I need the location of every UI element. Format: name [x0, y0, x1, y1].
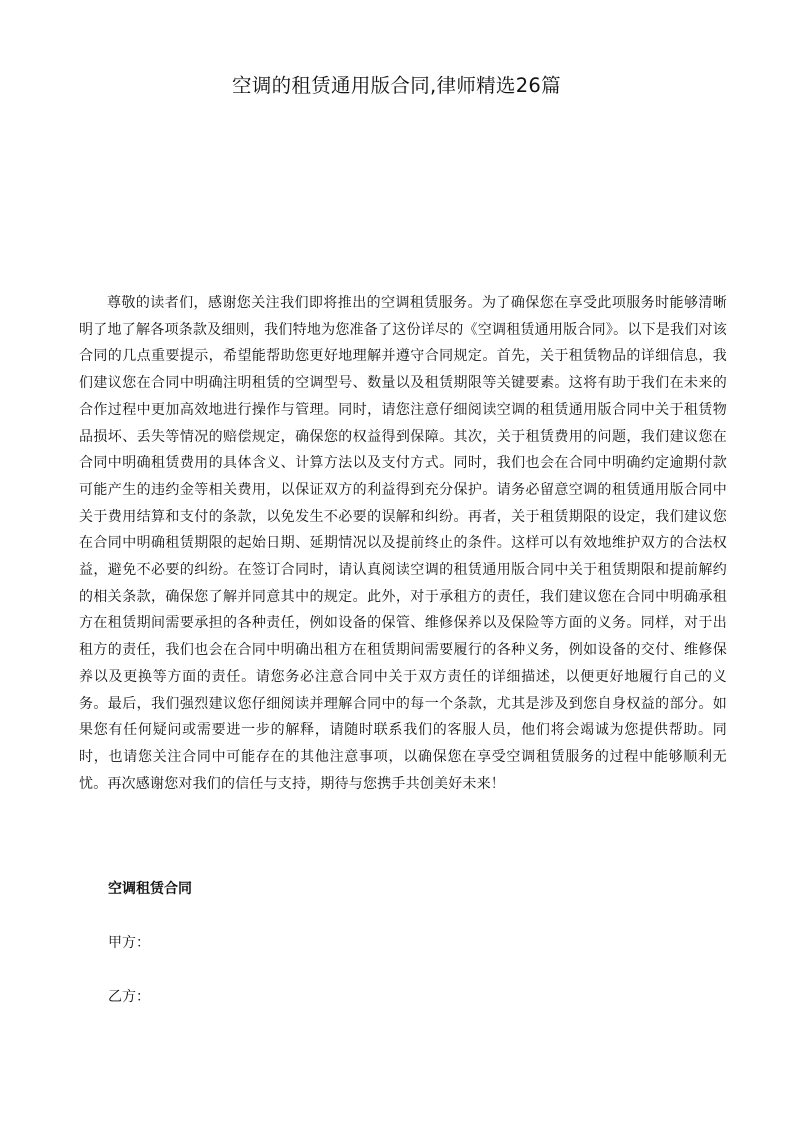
- contract-heading: 空调租赁合同: [108, 881, 192, 897]
- intro-paragraph: 尊敬的读者们，感谢您关注我们即将推出的空调租赁服务。为了确保您在享受此项服务时能够清晰明了地了解各项条款及细则，我们特地为您准备了这份详尽的《空调租赁通用版合同》。以下是我们对该合同的几点重要提示，希望能帮助您更好地理解并遵守合同规定。首先，关于租赁物品的详细信息，我们建议您在合同中明确注明租赁的空调型号、数量以及租赁期限等关键要素。这将有助于我们在未来的合作过程中更加高效地进行操作与管理。同时，请您注意仔细阅读空调的租赁通用版合同中关于租赁物品损坏、丢失等情况的赔偿规定，确保您的权益得到保障。其次，关于租赁费用的问题，我们建议您在合同中明确租赁费用的具体含义、计算方法以及支付方式。同时，我们也会在合同中明确约定逾期付款可能产生的违约金等相关费用，以保证双方的利益得到充分保护。请务必留意空调的租赁通用版合同中关于费用结算和支付的条款，以免发生不必要的误解和纠纷。再者，关于租赁期限的设定，我们建议您在合同中明确租赁期限的起始日期、延期情况以及提前终止的条件。这样可以有效地维护双方的合法权益，避免不必要的纠纷。在签订合同时，请认真阅读空调的租赁通用版合同中关于租赁期限和提前解约的相关条款，确保您了解并同意其中的规定。此外，对于承租方的责任，我们建议您在合同中明确承租方在租赁期间需要承担的各种责任，例如设备的保管、维修保养以及保险等方面的义务。同样，对于出租方的责任，我们也会在合同中明确出租方在租赁期间需要履行的各种义务，例如设备的交付、维修保养以及更换等方面的责任。请您务必注意合同中关于双方责任的详细描述，以便更好地履行自己的义务。最后，我们强烈建议您仔细阅读并理解合同中的每一个条款，尤其是涉及到您自身权益的部分。如果您有任何疑问或需要进一步的解释，请随时联系我们的客服人员，他们将会竭诚为您提供帮助。同时，也请您关注合同中可能存在的其他注意事项，以确保您在享受空调租赁服务的过程中能够顺利无忧。再次感谢您对我们的信任与支持，期待与您携手共创美好未来！: [79, 295, 727, 792]
- party-b-label: 乙方：: [108, 989, 150, 1005]
- party-a-label: 甲方：: [108, 935, 150, 951]
- document-title: 空调的租赁通用版合同,律师精选26篇: [232, 74, 561, 97]
